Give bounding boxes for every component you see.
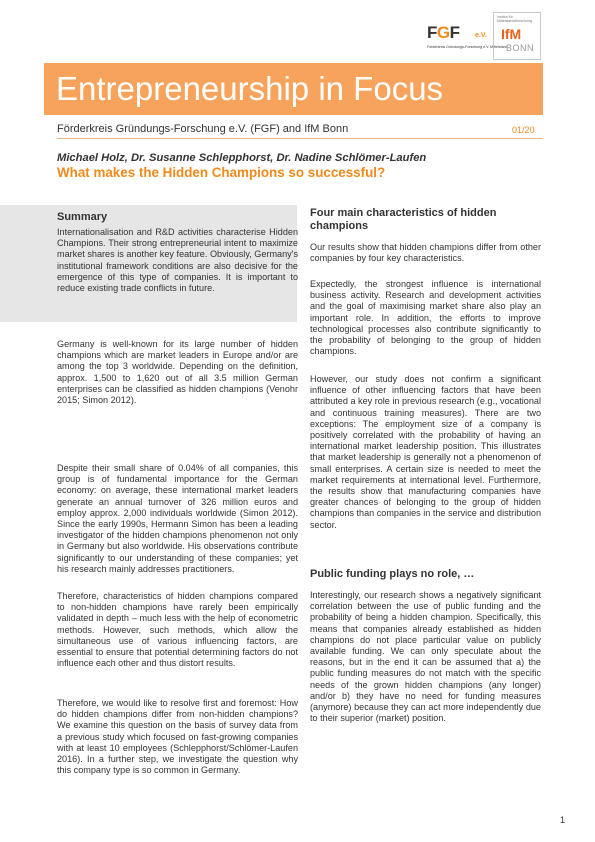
summary-title: Summary [57, 211, 108, 223]
right-paragraph-2: Expectedly, the strongest influence is international business activity. Research and development activities and the goal of maximising market share also play an important role. In addition, the efforts to improve technological processes also contribute significantly to the probability of belonging to the group of hidden champions. [310, 279, 541, 357]
left-paragraph-4: Therefore, we would like to resolve first and foremost: How do hidden champions differ from non-hidden champions? We examine this question on the basis of survey data from a previous study which focused on fast-growing companies with at least 10 employees (Schlepphorst/Schlömer-Laufen 2016). In a further step, we investigate the question why this company type is so common in Germany. [57, 698, 298, 776]
left-paragraph-2: Despite their small share of 0.04% of all companies, this group is of fundamental importance for the German economy: on average, these international market leaders generate an annual turnover of 326 million euros and employ approx. 2,000 individuals worldwide (Simon 2012). Since the early 1990s, Hermann Simon has been a leading investigator of the hidden champions phenomenon not only in Germany but also worldwide. His observations contribute significantly to our understanding of these companies; yet his research mainly addresses practitioners. [57, 463, 298, 574]
fgf-letter-g: G [436, 23, 450, 42]
ifm-institute-text: Institut für Mittelstandsforschung [497, 15, 532, 23]
page-number: 1 [560, 815, 566, 825]
fgf-letter-f2: F [449, 23, 460, 42]
ifm-logo [493, 12, 543, 62]
fgf-letter-f1: F [427, 23, 437, 42]
ifm-city: BONN [506, 43, 535, 53]
summary-text: Internationalisation and R&D activities characterise Hidden Champions. Their strong entrepreneurial intent to maximize market shares is another key feature. Obviously, Germany's institutional framework conditions are also decisive for the emergence of this type of companies. It is important to reduce existing trade conflicts in future. [57, 227, 298, 294]
ifm-wordmark: IfM [501, 26, 522, 42]
authors: Michael Holz, Dr. Susanne Schlepphorst, Dr. Nadine Schlömer-Laufen [57, 152, 427, 164]
fgf-subtitle: Förderkreis Gründungs-Forschung e.V. Mittelstand [427, 45, 508, 49]
left-paragraph-1: Germany is well-known for its large number of hidden champions which are market leaders in Europe and/or are among the top 3 worldwide. Depending on the definition, approx. 1,500 to 1,620 out of all 3.5 million German enterprises can be classified as hidden champions (Venohr 2015; Simon 2012). [57, 339, 298, 406]
header-divider [57, 138, 543, 139]
issue-number: 01/20 [512, 125, 535, 135]
right-paragraph-3: However, our study does not confirm a significant influence of other influencing factors that have been attributed a key role in previous research (e.g., vocational and continuous training measures). There are two exceptions: The employment size of a company is positively correlated with the probability of having an international market leadership position. This illustrates that market leadership is generally not a phenomenon of small enterprises. A certain size is needed to meet the market requirements at international level. Furthermore, the results show that manufacturing companies have greater chances of belonging to the group of hidden champions than companies in the service and distribution sector. [310, 374, 542, 530]
publisher-line: Förderkreis Gründungs-Forschung e.V. (FGF) and IfM Bonn [57, 123, 349, 135]
fgf-ev: e.V. [475, 32, 487, 39]
fgf-logo [427, 23, 508, 54]
section-title-public-funding: Public funding plays no role, … [310, 568, 475, 580]
right-paragraph-1: Our results show that hidden champions differ from other companies by four key characteristics. [310, 242, 541, 264]
section-title-characteristics: Four main characteristics of hidden champions [310, 207, 497, 232]
right-paragraph-4: Interestingly, our research shows a negatively significant correlation between the use of public funding and the probability of being a hidden champion. Specifically, this means that companies already established as hidden champions do not place particular value on publicly available funding. We can only speculate about the reasons, but in the end it can be assumed that a) the public funding measures do not match with the specific needs of the grown hidden champions (any longer) and/or b) they have no need for funding measures (anymore) because they can act more independently due to their superior (market) position. [310, 590, 541, 724]
left-paragraph-3: Therefore, characteristics of hidden champions compared to non-hidden champions have rarely been empirically validated in depth – much less with the help of econometric methods. However, such methods, which allow the simultaneous use of various influencing factors, are essential to ensure that potential determining factors do not influence each other and thus distort results. [57, 591, 298, 669]
page-title: Entrepreneurship in Focus [56, 70, 444, 107]
article-headline: What makes the Hidden Champions so successful? [57, 165, 386, 180]
